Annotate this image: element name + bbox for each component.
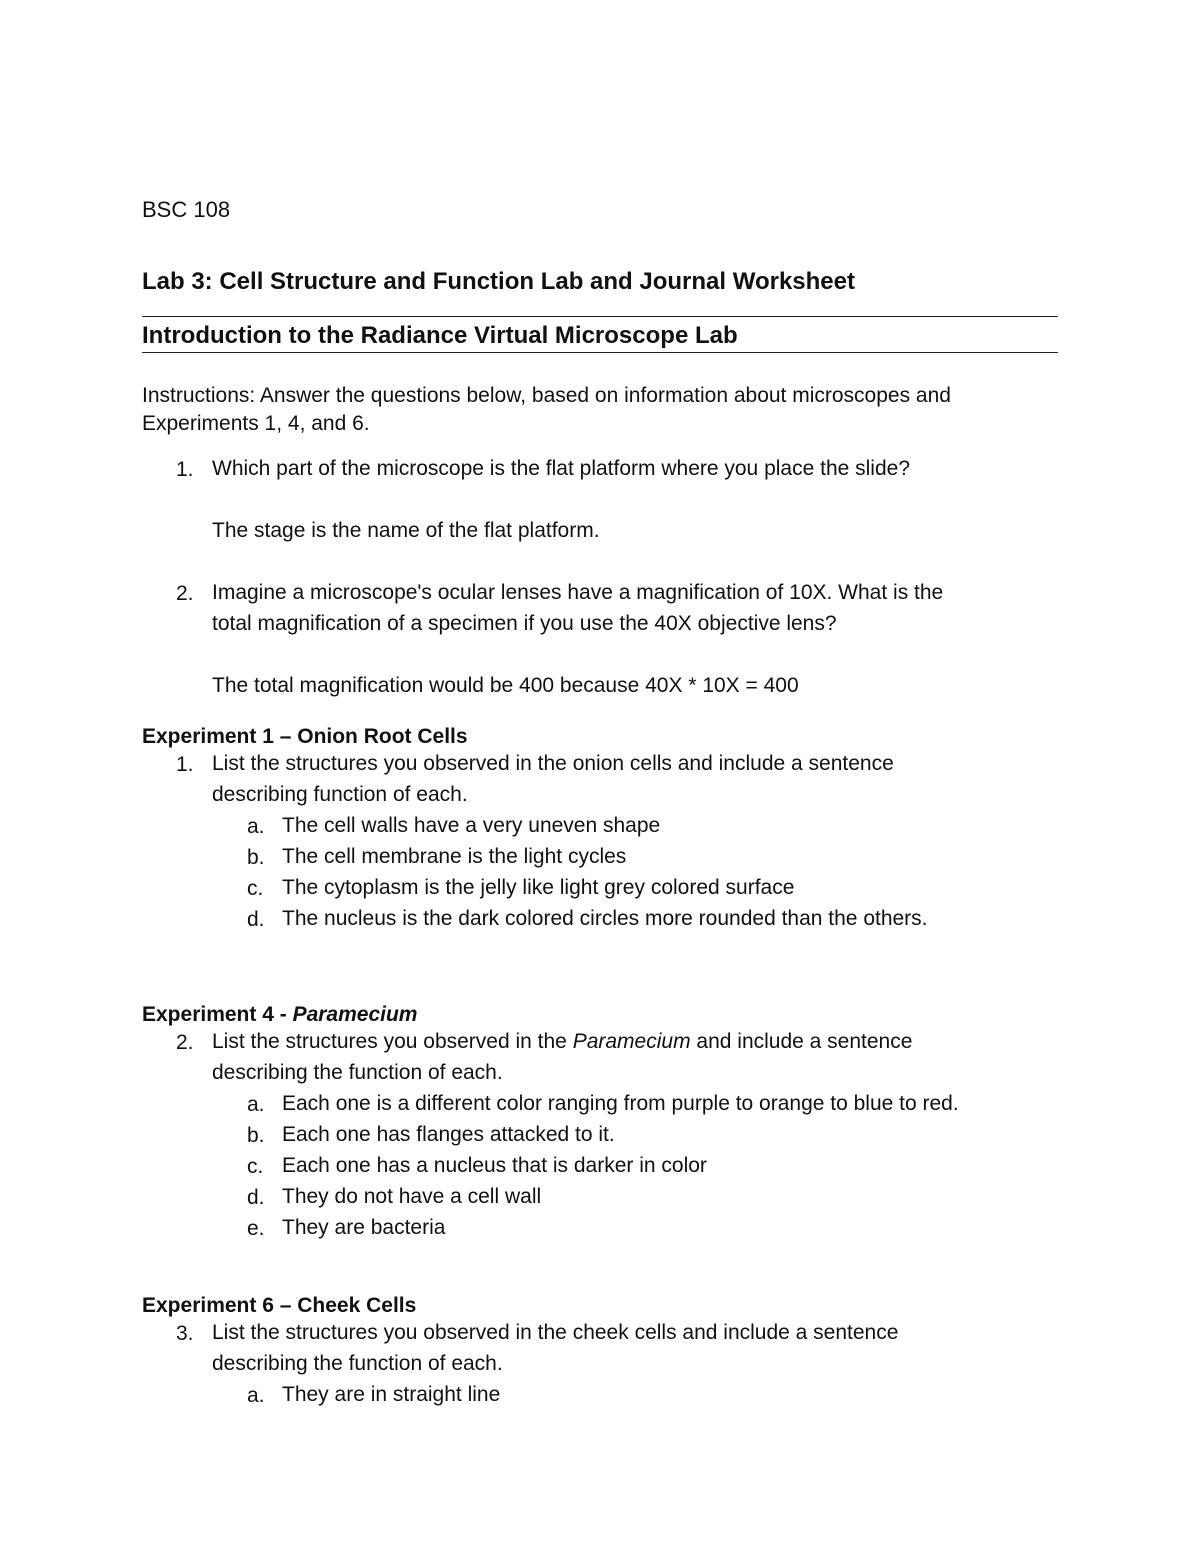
list-item-marker: b.	[247, 1124, 265, 1147]
list-item-marker: a.	[247, 815, 265, 838]
question-text-line-1: Imagine a microscope's ocular lenses have a magnification of 10X. What is the	[212, 581, 944, 604]
worksheet-title: Lab 3: Cell Structure and Function Lab and Journal Worksheet	[142, 268, 855, 295]
list-item: Each one is a different color ranging from purple to orange to blue to red.	[282, 1092, 959, 1115]
experiment-1-prompt-line-2: describing function of each.	[212, 783, 468, 806]
list-item-marker: a.	[247, 1384, 265, 1407]
list-item: The cell walls have a very uneven shape	[282, 814, 661, 837]
experiment-4-heading-organism: Paramecium	[292, 1003, 418, 1026]
list-item-marker: c.	[247, 877, 264, 900]
list-item: They do not have a cell wall	[282, 1185, 542, 1208]
experiment-4-heading	[142, 1003, 417, 1027]
experiment-4-heading-prefix: Experiment 4 -	[142, 1003, 293, 1026]
list-item: The cell membrane is the light cycles	[282, 845, 627, 868]
list-item: They are in straight line	[282, 1383, 501, 1406]
experiment-4-prompt-line-2: describing the function of each.	[212, 1061, 503, 1084]
answer-text: The total magnification would be 400 because 40X * 10X = 400	[212, 674, 799, 697]
experiment-4-prompt-line-1	[212, 1028, 912, 1056]
question-text: Which part of the microscope is the flat platform where you place the slide?	[212, 457, 911, 480]
subtitle-underline	[142, 352, 1058, 353]
experiment-6-prompt-line-1: List the structures you observed in the cheek cells and include a sentence	[212, 1321, 899, 1344]
prompt-text: List the structures you observed in the	[212, 1030, 573, 1053]
title-underline	[142, 316, 1058, 317]
question-text-line-2: total magnification of a specimen if you use the 40X objective lens?	[212, 612, 837, 635]
instructions-line-1: Instructions: Answer the questions below, based on information about microscopes and	[142, 384, 951, 407]
list-item-marker: b.	[247, 846, 265, 869]
experiment-4-number: 2.	[176, 1031, 194, 1054]
list-item-marker: d.	[247, 1186, 265, 1209]
experiment-6-number: 3.	[176, 1322, 194, 1345]
instructions-line-2: Experiments 1, 4, and 6.	[142, 412, 370, 435]
list-item: They are bacteria	[282, 1216, 446, 1239]
list-item: The nucleus is the dark colored circles more rounded than the others.	[282, 907, 928, 930]
experiment-6-heading: Experiment 6 – Cheek Cells	[142, 1294, 417, 1317]
list-item: Each one has a nucleus that is darker in color	[282, 1154, 707, 1177]
experiment-1-number: 1.	[176, 753, 194, 776]
experiment-1-prompt-line-1: List the structures you observed in the onion cells and include a sentence	[212, 752, 894, 775]
question-number: 1.	[176, 458, 194, 481]
answer-text: The stage is the name of the flat platform.	[212, 519, 600, 542]
list-item-marker: d.	[247, 908, 265, 931]
experiment-6-prompt-line-2: describing the function of each.	[212, 1352, 503, 1375]
section-subtitle: Introduction to the Radiance Virtual Microscope Lab	[142, 322, 738, 349]
prompt-text: and include a sentence	[690, 1030, 913, 1053]
list-item-marker: e.	[247, 1217, 265, 1240]
list-item-marker: a.	[247, 1093, 265, 1116]
list-item: The cytoplasm is the jelly like light grey colored surface	[282, 876, 795, 899]
course-code: BSC 108	[142, 197, 231, 222]
list-item: Each one has flanges attacked to it.	[282, 1123, 615, 1146]
prompt-organism: Paramecium	[572, 1030, 691, 1053]
question-number: 2.	[176, 582, 194, 605]
list-item-marker: c.	[247, 1155, 264, 1178]
experiment-1-heading: Experiment 1 – Onion Root Cells	[142, 725, 468, 748]
